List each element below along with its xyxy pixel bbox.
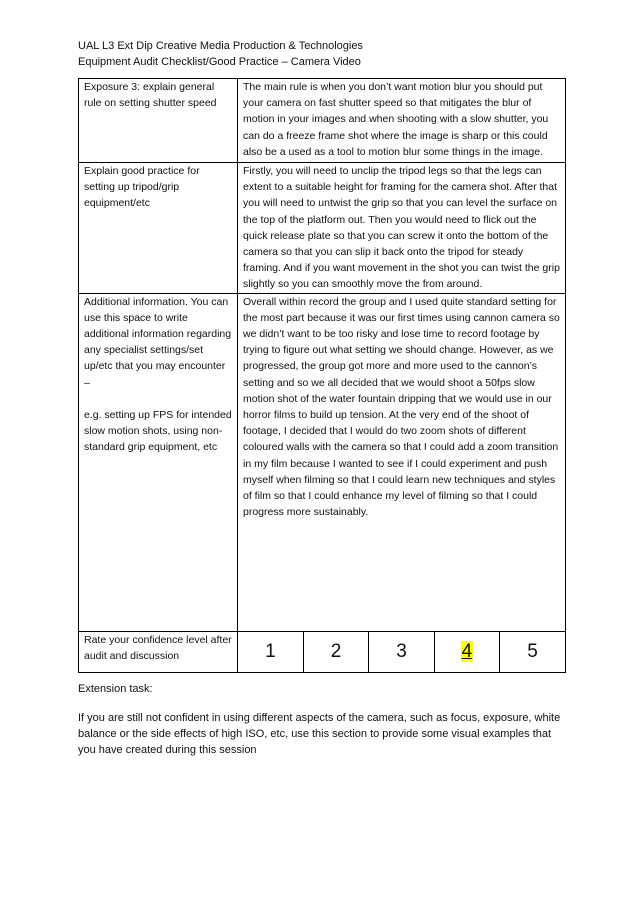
- rating-label: Rate your confidence level after audit and discussion: [79, 631, 238, 672]
- question-cell: Exposure 3: explain general rule on setting shutter speed: [79, 79, 238, 163]
- rating-option-4-selected[interactable]: [434, 632, 499, 672]
- rating-option-1[interactable]: 1: [265, 640, 276, 662]
- header-line-course: UAL L3 Ext Dip Creative Media Production & Technologies: [78, 40, 363, 52]
- extension-title: Extension task:: [78, 683, 153, 695]
- document-header: [78, 38, 363, 70]
- answer-cell[interactable]: The main rule is when you don’t want motion blur you should put your camera on fast shutter speed so that mitigates the blur of motion in your images and when shooting with a slow shutter, you can do a freeze frame shot where the image is sharp or this could also be a used as a tool to motion blur some things in the image.: [238, 79, 566, 163]
- table-row: [79, 79, 566, 163]
- rating-option-3[interactable]: 3: [369, 632, 434, 672]
- confidence-scale: [238, 632, 565, 672]
- rating-option-2[interactable]: 2: [303, 632, 368, 672]
- question-cell: Explain good practice for setting up tripod/grip equipment/etc: [79, 163, 238, 294]
- extension-body: If you are still not confident in using different aspects of the camera, such as focus, exposure, white balance or the side effects of high ISO, etc, use this section to provide some visual examples that you have created during this session: [78, 712, 561, 756]
- selected-rating-highlight: 4: [461, 640, 473, 662]
- rating-scale-cell: [238, 631, 566, 672]
- rating-option-5[interactable]: 5: [500, 632, 565, 672]
- rating-row: [79, 631, 566, 672]
- answer-cell[interactable]: Overall within record the group and I used quite standard setting for the most part because it was our first times using cannon camera so we didn’t want to be too risky and lose time to record footage by trying to figure out what setting we should change. However, as we progressed, the group got more and more used to the cannon’s setting and so we all decided that we would shoot a 50fps slow motion shot of the water fountain dripping that we would use in our horror films to build up tension. At the very end of the shoot of footage, I decided that I would do two zoom shots of different coloured walls with the camera so that I could add a zoom transition in my film because I wanted to see if I could experiment and push myself when filming so that I could learn new techniques and styles of film so that I could enhance my level of filming so that I could progress more sustainably.: [238, 293, 566, 631]
- table-row: [79, 293, 566, 631]
- audit-table: [78, 78, 566, 673]
- table-row: [79, 163, 566, 294]
- header-line-checklist: Equipment Audit Checklist/Good Practice – Camera Video: [78, 56, 361, 68]
- question-cell: Additional information. You can use this space to write additional information regarding any specialist settings/set up/etc that you may encounter – e.g. setting up FPS for intended slow motion shots, using non-standard grip equipment, etc: [79, 293, 238, 631]
- answer-cell[interactable]: Firstly, you will need to unclip the tripod legs so that the legs can extent to a suitable height for framing for the camera shot. After that you will need to untwist the grip so that you can level the surface on the top of the platform out. Then you would need to flick out the quick release plate so that you can screw it onto the bottom of the camera so that you can slip it back onto the tripod for steady framing. And if you want movement in the shot you can twist the grip slightly so you can smoothly move the from around.: [238, 163, 566, 294]
